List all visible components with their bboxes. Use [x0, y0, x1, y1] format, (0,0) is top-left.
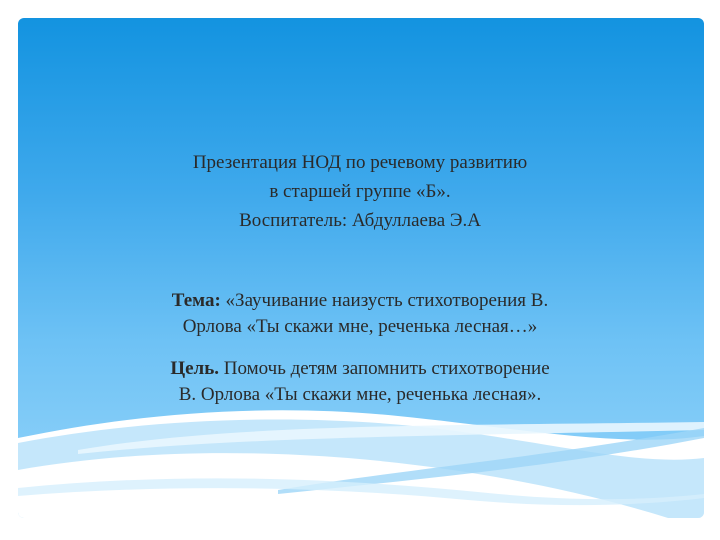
topic-line-1	[80, 288, 640, 314]
topic-block	[80, 288, 640, 340]
header-line-3: Воспитатель: Абдуллаева Э.А	[239, 210, 481, 231]
goal-text-1: Помочь детям запомнить стихотворение	[219, 358, 550, 379]
goal-block	[80, 356, 640, 408]
topic-line-2: Орлова «Ты скажи мне, реченька лесная…»	[182, 316, 538, 337]
topic-text-1: «Заучивание наизусть стихотворения В.	[220, 290, 549, 311]
header-line-2: в старшей группе «Б».	[269, 181, 451, 202]
presentation-header	[110, 148, 610, 235]
goal-label: Цель.	[170, 358, 220, 379]
header-line-1: Презентация НОД по речевому развитию	[192, 152, 528, 173]
goal-line-2: В. Орлова «Ты скажи мне, реченька лесная».	[178, 384, 542, 405]
topic-label: Тема:	[171, 290, 221, 311]
goal-line-1	[80, 356, 640, 382]
